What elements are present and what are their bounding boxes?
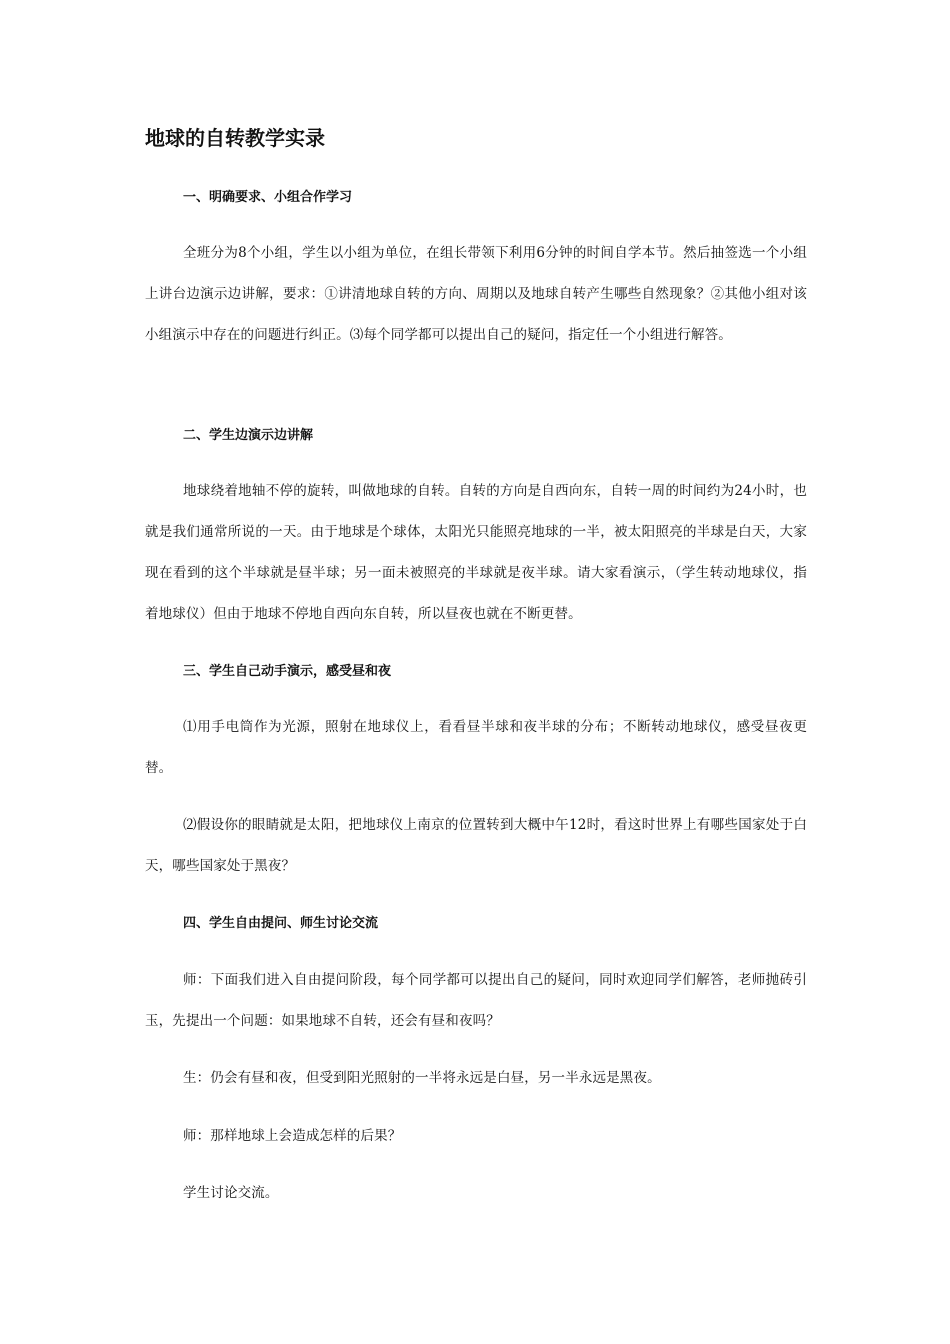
section-3-paragraph-2: ⑵假设你的眼睛就是太阳，把地球仪上南京的位置转到大概中午12时，看这时世界上有哪些国家处于白天，哪些国家处于黑夜？	[145, 817, 807, 874]
section-3-paragraph-1: ⑴用手电筒作为光源，照射在地球仪上，看看昼半球和夜半球的分布；不断转动地球仪，感受昼夜更替。	[145, 719, 807, 776]
section-1-paragraph-1: 全班分为8个小组，学生以小组为单位，在组长带领下利用6分钟的时间自学本节。然后抽签选一个小组上讲台边演示边讲解，要求：①讲清地球自转的方向、周期以及地球自转产生哪些自然现象？②其他小组对该小组演示中存在的问题进行纠正。⑶每个同学都可以提出自己的疑问，指定任一个小组进行解答。	[145, 245, 807, 343]
section-4-paragraph-2: 生：仍会有昼和夜，但受到阳光照射的一半将永远是白昼，另一半永远是黑夜。	[183, 1070, 661, 1086]
section-4-paragraph-3: 师：那样地球上会造成怎样的后果？	[183, 1128, 402, 1144]
section-heading-4: 四、学生自由提问、师生讨论交流	[183, 916, 379, 931]
section-heading-1: 一、明确要求、小组合作学习	[183, 190, 353, 205]
document-title: 地球的自转教学实录	[145, 126, 325, 150]
section-4-paragraph-4: 学生讨论交流。	[183, 1185, 279, 1201]
section-2-paragraph-1: 地球绕着地轴不停的旋转，叫做地球的自转。自转的方向是自西向东，自转一周的时间约为24小时，也就是我们通常所说的一天。由于地球是个球体，太阳光只能照亮地球的一半，被太阳照亮的半球是白天，大家现在看到的这个半球就是昼半球；另一面未被照亮的半球就是夜半球。请大家看演示，（学生转动地球仪，指着地球仪）但由于地球不停地自西向东自转，所以昼夜也就在不断更替。	[145, 483, 807, 622]
section-heading-3: 三、学生自己动手演示，感受昼和夜	[183, 664, 392, 679]
section-4-paragraph-1: 师：下面我们进入自由提问阶段，每个同学都可以提出自己的疑问，同时欢迎同学们解答，老师抛砖引玉，先提出一个问题：如果地球不自转，还会有昼和夜吗？	[145, 972, 807, 1029]
section-heading-2: 二、学生边演示边讲解	[183, 428, 314, 443]
